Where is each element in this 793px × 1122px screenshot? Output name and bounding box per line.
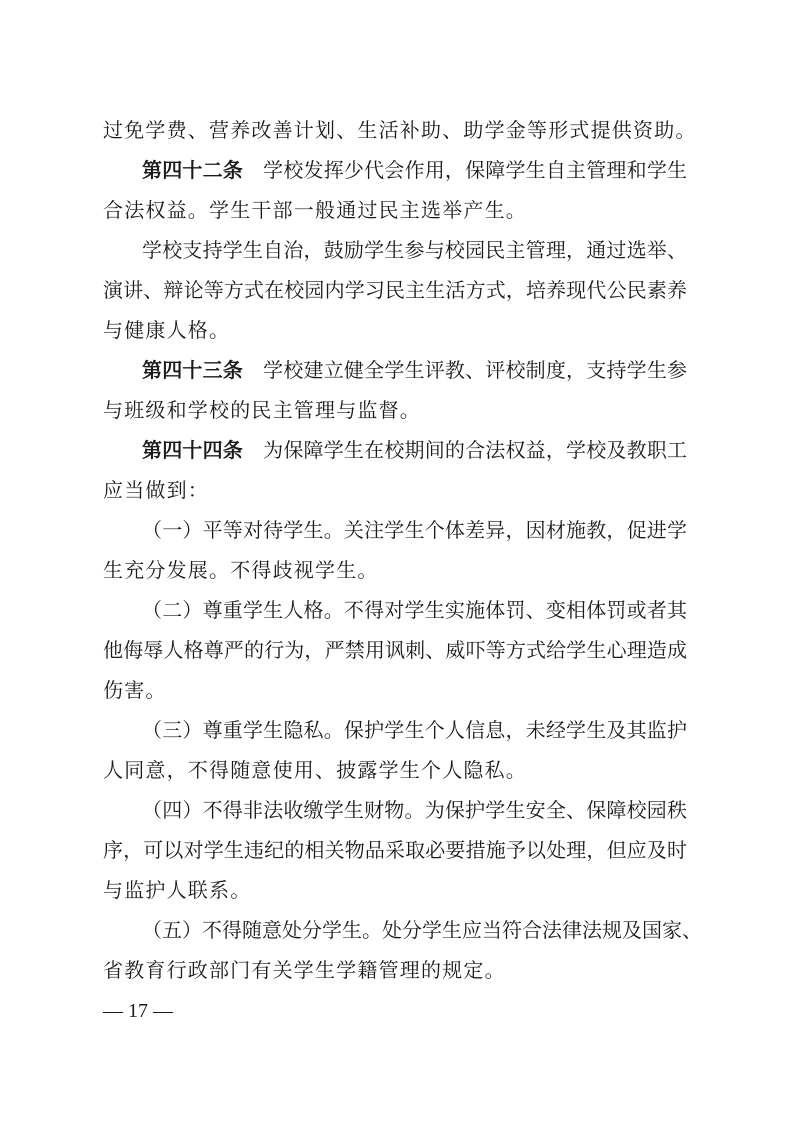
text-line [103,314,230,346]
line-text: （四）不得非法收缴学生财物。为保护学生安全、保障校园秩 [142,798,687,822]
line-text: 合法权益。学生干部一般通过民主选举产生。 [103,198,527,222]
text-line [103,834,687,866]
text-line [142,914,702,946]
line-text: 人同意，不得随意使用、披露学生个人隐私。 [103,758,527,782]
line-text: 省教育行政部门有关学生学籍管理的规定。 [103,958,506,982]
article-heading: 第四十二条 [142,158,243,182]
line-text: 为保障学生在校期间的合法权益，学校及教职工 [262,438,688,462]
line-text: （三）尊重学生隐私。保护学生个人信息，未经学生及其监护 [142,718,687,742]
text-line [103,274,687,306]
line-text: （一）平等对待学生。关注学生个体差异，因材施教，促进学 [142,518,687,542]
article-heading: 第四十四条 [142,438,243,462]
line-text: 学校发挥少代会作用，保障学生自主管理和学生 [262,158,688,182]
text-line [103,634,687,666]
text-line [142,794,687,826]
line-text: 学校支持学生自治，鼓励学生参与校园民主管理，通过选举、 [142,238,687,262]
text-line [103,474,209,506]
text-line [103,954,506,986]
text-line [103,554,379,586]
article-43-line [142,354,687,386]
line-text: 与健康人格。 [103,318,231,342]
text-line [103,754,527,786]
line-text: 应当做到： [103,478,209,502]
text-line [103,394,421,426]
line-text: 与监护人联系。 [103,878,252,902]
line-text: 学校建立健全学生评教、评校制度，支持学生参 [262,358,688,382]
text-line [103,114,697,146]
line-text: 序，可以对学生违纪的相关物品采取必要措施予以处理，但应及时 [103,838,687,862]
article-42-line [142,154,687,186]
line-text: （二）尊重学生人格。不得对学生实施体罚、变相体罚或者其 [142,598,687,622]
text-line [142,234,687,266]
text-line [142,714,687,746]
line-text: 生充分发展。不得歧视学生。 [103,558,379,582]
line-text: 伤害。 [103,678,167,702]
page-number: — 17 — [103,1000,173,1022]
line-text: 与班级和学校的民主管理与监督。 [103,398,421,422]
line-text: 他侮辱人格尊严的行为，严禁用讽刺、威吓等方式给学生心理造成 [103,638,687,662]
text-line [142,514,687,546]
text-line [103,674,167,706]
line-text: 过免学费、营养改善计划、生活补助、助学金等形式提供资助。 [103,118,697,142]
text-line [142,594,687,626]
line-text: 演讲、辩论等方式在校园内学习民主生活方式，培养现代公民素养 [103,278,687,302]
text-line [103,874,251,906]
line-text: （五）不得随意处分学生。处分学生应当符合法律法规及国家、 [142,918,702,942]
article-heading: 第四十三条 [142,358,243,382]
article-44-line [142,434,687,466]
text-line [103,194,527,226]
